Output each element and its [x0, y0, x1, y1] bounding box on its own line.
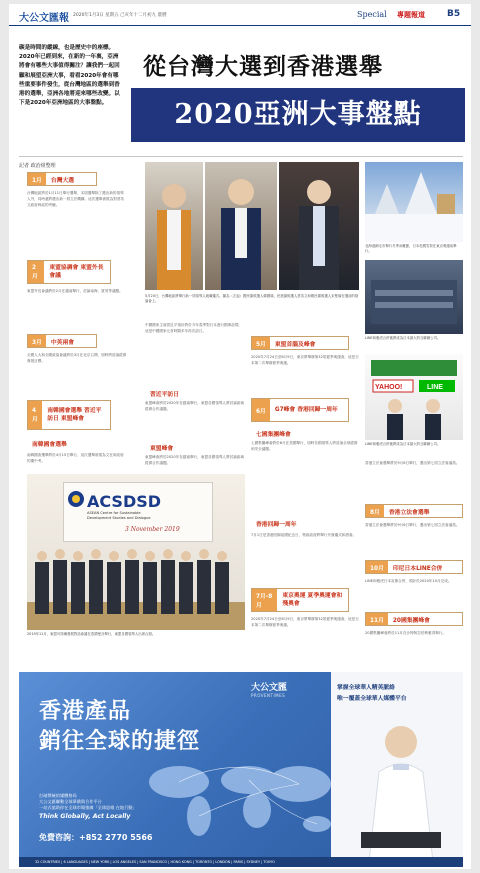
leaders-group-icon — [27, 544, 245, 630]
svg-text:LINE: LINE — [427, 384, 443, 391]
intro-paragraph: 碳是時間的縱線，也是歷史中的座標。2020年已經到來，在新的一年裏，亞洲將會有哪些大事值得關注？讓我們一起回顧和展望亞洲大事，看看2020年會有哪些重要事件發生，從台灣地區的選舉到香港的選舉，亞洲各地將迎來哪些改變。以下是2020年亞洲地區的大事盤點。 — [19, 45, 120, 107]
section-month: 5月 — [252, 337, 270, 349]
section-jul — [251, 426, 349, 440]
right-body-1: 2020年7月24日至8月9日，東京將舉辦第32屆夏季奧運會，這是日本第二次舉辦夏季奧運。 — [251, 355, 359, 365]
ad-headline-1: 香港產品 — [39, 698, 132, 724]
far-body-1: 香港立法會選舉將於9月6日舉行，選出第七屆立法會議員。 — [365, 461, 460, 465]
ad-headline-2: 銷往全球的捷徑 — [39, 728, 201, 754]
section-month: 1月 — [28, 173, 46, 185]
header-section-label: 專題報道 — [397, 11, 425, 19]
section-nov — [365, 612, 463, 626]
candidate-left-icon — [145, 162, 203, 290]
photo-caption-line: LINE和雅虎合併後將成為日本最大的互聯網公司。 — [365, 442, 441, 446]
world-map-icon — [139, 752, 339, 842]
section-oct — [365, 560, 463, 574]
acsd-date: 3 November 2019 — [125, 526, 180, 533]
ad-slogan: Think Globally, Act Locally — [39, 813, 131, 820]
section-title: 南韓國會選舉 — [32, 441, 67, 448]
ad-line-2: 大公文匯聯動全球華僑與合作平台 — [39, 799, 102, 804]
photo-caption-tw: 5月20日，台灣地區將舉行新一屆領導人就職儀式。圖為（左起）國民黨候選人韓國瑜、民進黨候選人蔡英文和親民黨候選人宋楚瑜在選前的辯論會上。 — [145, 294, 359, 303]
section-title: 香港回歸一周年 — [256, 521, 297, 528]
headline-line2: 2020亞洲大事盤點 — [131, 88, 465, 142]
ad-cities-bar: 32 COUNTRIES | 6 LANGUAGES | NEW YORK | LOS ANGELES | SAN FRANCISCO | HONG KONG | TORONTO | LONDON | PARIS | SYDNEY | TOKYO — [19, 857, 463, 867]
mid-body-3: 東盟峰會將於2020年在越南舉行，東盟各國領導人將討論區域經濟合作議題。 — [145, 455, 244, 465]
section-month: 8月 — [366, 505, 384, 517]
ad-tagline-2: 唯一覆蓋全球華人媒體平台 — [337, 696, 407, 702]
section-jul2 — [251, 516, 349, 530]
section-aug — [365, 504, 463, 518]
newspaper-logo: 大公文匯報 — [19, 13, 69, 24]
section-asean — [145, 440, 209, 454]
mid-body-2: 東盟峰會將於2020年在越南舉行，東盟各國領導人將討論區域經濟合作議題。 — [145, 401, 244, 411]
section-may2 — [251, 336, 349, 350]
section-title: 中英兩會 — [50, 339, 75, 346]
section-jun — [251, 398, 349, 422]
ad-logo-english: PROVENTIMES — [251, 693, 286, 698]
section-body-mar: 全國人大和全國政協會議將於3月在北京召開，屆時將討論經濟發展目標。 — [27, 353, 127, 363]
section-body-jan: 台灣地區將於1月11日舉行選舉，本屆選舉除了選出新的領導人外，同時還將選出新一屆立法機構。這次選舉被視為對蔡英文政府執政的考驗。 — [27, 191, 125, 207]
advertisement[interactable] — [19, 672, 463, 867]
section-title: 東盟首腦及峰會 — [274, 341, 316, 348]
section-month: 11月 — [366, 613, 388, 625]
photo-caption-snow: 北海道網走市舉行冬季冰雕節，日本札幌雪祭在東京奧運前舉行。 — [365, 244, 457, 253]
acsd-subtitle-1: ASEAN Centre for Sustainable — [87, 511, 141, 515]
parliament-icon — [365, 260, 463, 334]
ad-line-1: 打破傳統的媒體格局 — [39, 793, 77, 798]
section-month: 2月 — [28, 261, 44, 283]
section-mar — [27, 334, 97, 348]
section-title: 台灣大選 — [50, 177, 75, 184]
photo-caption-parliament: LINE和雅虎合併後將成為日本最大的互聯網公司。 — [365, 336, 441, 340]
ad-tagline-1: 掌握全球華人精英脈絡 — [337, 685, 395, 691]
section-apr — [27, 400, 111, 430]
ad-line-3: 一站式協助你在全球市場推廣「全球思維 在地行動」 — [39, 805, 137, 810]
far-body-4: 20國集團峰會將於11月在沙特阿拉伯利雅得舉行。 — [365, 631, 447, 635]
section-title: 東盟峰會 — [150, 445, 174, 452]
far-body-3: LINE和雅虎日本宣佈合併，預計於2020年10月完成。 — [365, 579, 452, 583]
section-feb — [27, 260, 111, 284]
page-header — [9, 4, 471, 26]
section-title: 習近平訪日 — [150, 391, 179, 398]
section-olympics — [251, 588, 349, 612]
section-body-apr: 南韓國會選舉將於4月15日舉行，這次選舉被視為文在寅政府的期中考。 — [27, 453, 124, 463]
far-body-2: 香港立法會選舉將於9月6日舉行，選出第七屆立法會議員。 — [365, 523, 460, 527]
photo-candidate-left — [145, 162, 203, 290]
byline: 記者 政治組整理 — [19, 163, 56, 169]
svg-text:YAHOO!: YAHOO! — [375, 384, 403, 391]
section-title: 東京奧運 夏季奧運會和殘奧會 — [282, 593, 343, 607]
section-month: 4月 — [28, 401, 42, 429]
right-body-3: 7月1日是香港回歸祖國紀念日，特區政府將舉行升旗儀式和酒會。 — [251, 533, 357, 537]
candidate-mid-icon — [205, 162, 277, 290]
right-body-4: 2020年7月24日至8月9日，東京將舉辦第32屆夏季奧運會，這是日本第二次舉辦夏季奧運。 — [251, 617, 359, 627]
section-month: 6月 — [252, 399, 270, 421]
newspaper-page — [9, 4, 471, 869]
section-title: 香港立法會選舉 — [388, 509, 430, 516]
line-yahoo-icon — [365, 354, 463, 440]
section-title: G7峰會 香港回歸一周年 — [274, 407, 338, 413]
section-month: 3月 — [28, 335, 46, 347]
section-divider — [19, 156, 463, 157]
section-title: 印尼日本LINE合併 — [392, 565, 443, 572]
section-body-feb: 東盟外長會議將於2月在越南舉行，討論南海、貿易等議題。 — [27, 289, 123, 293]
photo-candidate-right — [279, 162, 359, 290]
ad-phone-number[interactable]: 免費咨詢：+852 2770 5566 — [39, 833, 153, 842]
photo-snow-festival — [365, 162, 463, 242]
section-title: 七國集團峰會 — [256, 431, 291, 438]
photo-candidate-mid — [205, 162, 277, 290]
page-number: B5 — [447, 9, 461, 19]
snow-scene-icon — [365, 162, 463, 242]
section-title: 南韓國會選舉 習近平訪日 東盟峰會 — [47, 408, 102, 422]
photo-parliament — [365, 260, 463, 334]
businessman-icon — [351, 712, 451, 862]
section-jan — [27, 172, 97, 186]
section-title: 20國集團峰會 — [392, 617, 430, 624]
section-title: 東盟協調會 東盟外長會議 — [49, 265, 104, 279]
headline-line1: 從台灣大選到香港選舉 — [143, 53, 383, 80]
mid-body-1: 中國國家主席習近平預計將於今年春季對日本進行國事訪問，這是中國國家元首時隔多年再次訪日。 — [145, 323, 243, 333]
photo-asean-summit — [27, 474, 245, 630]
ad-logo: 大公文匯 — [251, 683, 288, 693]
section-month: 10月 — [366, 561, 388, 573]
header-date: 2020年1月3日 星期五 己亥年十二月初九 農曆 — [73, 13, 167, 18]
header-special-label: Special — [357, 10, 387, 19]
acsd-subtitle-2: Development Studies and Dialogue — [87, 516, 151, 520]
right-body-2: 七國集團峰會將於6月在美國舉行，屆時各國領導人將討論全球經濟和安全議題。 — [251, 441, 358, 451]
photo-caption-asean: 2019年11月，東盟可持續發展對話會議在泰國曼谷舉行，東盟各國領導人出席合照。 — [27, 632, 156, 636]
section-apr2 — [27, 436, 97, 450]
acsd-logo-text: ACSDSD — [87, 492, 162, 511]
acsd-emblem-icon — [67, 490, 85, 508]
section-month: 7月-8月 — [252, 589, 277, 611]
photo-line-merger — [365, 354, 463, 440]
section-may — [145, 386, 209, 400]
candidate-right-icon — [279, 162, 359, 290]
